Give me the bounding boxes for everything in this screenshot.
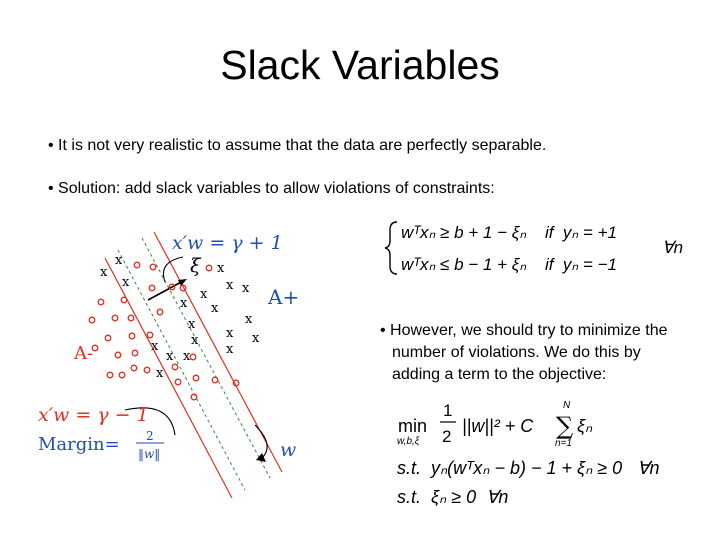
point-o [134,262,140,268]
point-o [107,372,113,378]
constraint-row-1: wᵀxₙ ≥ b + 1 − ξₙ if yₙ = +1 [401,223,617,242]
objective-min-subscript: w,b,ξ [397,436,420,447]
point-o [190,354,196,360]
w-label: w [280,439,297,461]
objective-min: min [398,416,428,436]
point-x: x [200,287,208,302]
class-a-plus-label: A+ [268,285,300,309]
subject-to-2: s.t. ξₙ ≥ 0 ∀n [397,487,509,507]
objective-sigma: ∑ [556,412,574,440]
lower-margin-dashed [142,238,270,478]
point-x: x [100,265,108,280]
objective-sum-bottom: n=1 [555,438,572,449]
point-x: x [156,366,164,381]
margin-denominator: ‖w‖ [138,447,161,461]
point-o [131,365,137,371]
class-a-minus-points [89,262,239,400]
point-x: x [226,278,234,293]
forall-n: ∀n [662,238,684,257]
point-x: x [122,275,130,290]
class-a-minus-label: A- [74,343,94,364]
constraint-row-2: wᵀxₙ ≤ b − 1 + ξₙ if yₙ = −1 [401,255,617,274]
point-x: x [115,253,123,268]
point-x: x [252,331,260,346]
objective-half-den: 2 [442,427,452,446]
lower-margin-label: x′w = γ − 1 [38,404,149,426]
point-x: x [188,317,196,332]
class-a-plus-points [100,253,260,381]
point-x: x [226,326,234,341]
bullet-minimize-line2: number of violations. We do this by [392,344,641,361]
point-o [175,379,181,385]
point-o [128,315,134,321]
point-x: x [242,281,250,296]
upper-label-arrow [163,257,183,282]
point-o [157,309,163,315]
point-o [172,364,178,370]
bullet-separable: • It is not very realistic to assume that the data are perfectly separable. [48,137,547,154]
point-o [212,377,218,383]
point-o [206,265,212,271]
subject-to-1: s.t. yₙ(wᵀxₙ − b) − 1 + ξₙ ≥ 0 ∀n [397,458,660,478]
bullet-minimize-line1: • However, we should try to minimize the [380,322,668,339]
point-o [112,315,118,321]
point-x: x [166,349,174,364]
bullet-minimize-line3: adding a term to the objective: [392,366,607,383]
point-o [150,264,156,270]
point-o [119,372,125,378]
point-o [132,350,138,356]
point-x: x [183,349,191,364]
xi-label: ξ [190,255,201,277]
point-x: x [217,261,225,276]
slide-title: Slack Variables [220,42,500,88]
point-x: x [191,333,199,348]
upper-margin-label: x′w = γ + 1 [172,232,283,254]
point-o [89,317,95,323]
point-x: x [226,342,234,357]
point-o [129,333,135,339]
point-o [191,394,197,400]
point-o [105,335,111,341]
margin-numerator: 2 [146,429,154,443]
objective-sum-top: N [563,400,571,411]
point-x: x [180,296,188,311]
bullet-solution: • Solution: add slack variables to allow violations of constraints: [48,180,495,197]
point-o [147,332,153,338]
objective-sum-term: ξₙ [577,416,593,436]
point-o [121,297,127,303]
margin-label: Margin= [38,434,120,455]
constraint-brace [385,222,397,274]
point-o [115,352,121,358]
objective-norm-term: ||w||² + C [462,416,534,436]
objective-half-num: 1 [443,401,453,420]
point-x: x [245,312,253,327]
point-o [144,367,150,373]
point-x: x [151,339,159,354]
point-o [98,299,104,305]
point-o [149,285,155,291]
point-x: x [211,301,219,316]
point-o [193,375,199,381]
